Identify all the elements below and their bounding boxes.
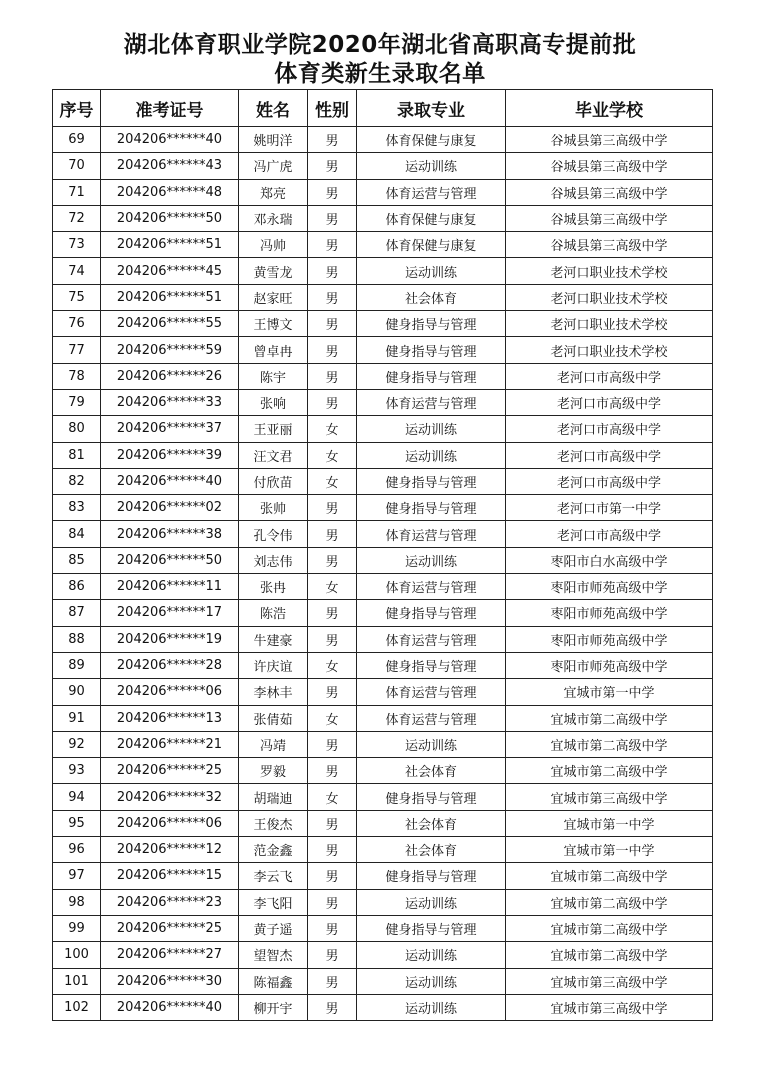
name-cell: 李林丰 (239, 679, 308, 705)
major-cell: 运动训练 (357, 889, 506, 915)
header-name: 姓名 (239, 90, 308, 127)
school-cell: 枣阳市师苑高级中学 (506, 652, 713, 678)
ticket-number-cell: 204206******11 (101, 574, 239, 600)
major-cell: 运动训练 (357, 942, 506, 968)
name-cell: 孔令伟 (239, 521, 308, 547)
gender-cell: 女 (308, 652, 357, 678)
gender-cell: 女 (308, 784, 357, 810)
gender-cell: 男 (308, 127, 357, 153)
table-row (53, 153, 713, 179)
serial-cell: 85 (53, 547, 101, 573)
major-cell: 体育保健与康复 (357, 232, 506, 258)
major-cell: 健身指导与管理 (357, 863, 506, 889)
school-cell: 枣阳市师苑高级中学 (506, 574, 713, 600)
gender-cell: 男 (308, 942, 357, 968)
ticket-number-cell: 204206******33 (101, 389, 239, 415)
name-cell: 王俊杰 (239, 810, 308, 836)
serial-cell: 70 (53, 153, 101, 179)
table-row (53, 784, 713, 810)
school-cell: 宜城市第二高级中学 (506, 731, 713, 757)
major-cell: 健身指导与管理 (357, 600, 506, 626)
serial-cell: 95 (53, 810, 101, 836)
name-cell: 胡瑞迪 (239, 784, 308, 810)
ticket-number-cell: 204206******37 (101, 416, 239, 442)
major-cell: 运动训练 (357, 258, 506, 284)
table-row (53, 232, 713, 258)
major-cell: 体育运营与管理 (357, 574, 506, 600)
school-cell: 宜城市第二高级中学 (506, 705, 713, 731)
serial-cell: 69 (53, 127, 101, 153)
name-cell: 冯广虎 (239, 153, 308, 179)
serial-cell: 78 (53, 363, 101, 389)
school-cell: 宜城市第二高级中学 (506, 942, 713, 968)
gender-cell: 男 (308, 337, 357, 363)
name-cell: 陈福鑫 (239, 968, 308, 994)
serial-cell: 84 (53, 521, 101, 547)
header-school: 毕业学校 (506, 90, 713, 127)
ticket-number-cell: 204206******12 (101, 837, 239, 863)
gender-cell: 男 (308, 205, 357, 231)
name-cell: 邓永瑞 (239, 205, 308, 231)
ticket-number-cell: 204206******50 (101, 205, 239, 231)
name-cell: 柳开宇 (239, 994, 308, 1020)
serial-cell: 86 (53, 574, 101, 600)
name-cell: 冯靖 (239, 731, 308, 757)
ticket-number-cell: 204206******59 (101, 337, 239, 363)
name-cell: 刘志伟 (239, 547, 308, 573)
major-cell: 运动训练 (357, 416, 506, 442)
serial-cell: 89 (53, 652, 101, 678)
major-cell: 健身指导与管理 (357, 495, 506, 521)
table-row (53, 258, 713, 284)
ticket-number-cell: 204206******51 (101, 232, 239, 258)
table-row (53, 942, 713, 968)
school-cell: 宜城市第三高级中学 (506, 994, 713, 1020)
serial-cell: 94 (53, 784, 101, 810)
name-cell: 付欣苗 (239, 468, 308, 494)
major-cell: 社会体育 (357, 284, 506, 310)
name-cell: 汪文君 (239, 442, 308, 468)
school-cell: 宜城市第二高级中学 (506, 863, 713, 889)
ticket-number-cell: 204206******38 (101, 521, 239, 547)
serial-cell: 93 (53, 758, 101, 784)
school-cell: 枣阳市师苑高级中学 (506, 600, 713, 626)
table-row (53, 968, 713, 994)
major-cell: 健身指导与管理 (357, 363, 506, 389)
table-row (53, 311, 713, 337)
major-cell: 体育保健与康复 (357, 127, 506, 153)
serial-cell: 91 (53, 705, 101, 731)
table-row (53, 284, 713, 310)
serial-cell: 80 (53, 416, 101, 442)
school-cell: 谷城县第三高级中学 (506, 205, 713, 231)
gender-cell: 男 (308, 810, 357, 836)
table-row (53, 495, 713, 521)
gender-cell: 女 (308, 574, 357, 600)
school-cell: 谷城县第三高级中学 (506, 179, 713, 205)
ticket-number-cell: 204206******40 (101, 994, 239, 1020)
serial-cell: 72 (53, 205, 101, 231)
gender-cell: 男 (308, 679, 357, 705)
school-cell: 枣阳市师苑高级中学 (506, 626, 713, 652)
table-row (53, 758, 713, 784)
gender-cell: 男 (308, 863, 357, 889)
major-cell: 体育运营与管理 (357, 679, 506, 705)
table-row (53, 521, 713, 547)
header-serial: 序号 (53, 90, 101, 127)
gender-cell: 男 (308, 258, 357, 284)
document-subtitle: 体育类新生录取名单 (274, 61, 486, 87)
table-row (53, 626, 713, 652)
table-row (53, 574, 713, 600)
serial-cell: 79 (53, 389, 101, 415)
gender-cell: 男 (308, 521, 357, 547)
name-cell: 陈浩 (239, 600, 308, 626)
school-cell: 宜城市第一中学 (506, 679, 713, 705)
school-cell: 宜城市第三高级中学 (506, 784, 713, 810)
table-row (53, 416, 713, 442)
ticket-number-cell: 204206******27 (101, 942, 239, 968)
serial-cell: 90 (53, 679, 101, 705)
ticket-number-cell: 204206******30 (101, 968, 239, 994)
school-cell: 宜城市第一中学 (506, 837, 713, 863)
table-row (53, 863, 713, 889)
serial-cell: 75 (53, 284, 101, 310)
name-cell: 许庆谊 (239, 652, 308, 678)
gender-cell: 男 (308, 495, 357, 521)
serial-cell: 98 (53, 889, 101, 915)
name-cell: 姚明洋 (239, 127, 308, 153)
school-cell: 宜城市第二高级中学 (506, 889, 713, 915)
gender-cell: 男 (308, 389, 357, 415)
header-gender: 性别 (308, 90, 357, 127)
major-cell: 体育运营与管理 (357, 179, 506, 205)
school-cell: 谷城县第三高级中学 (506, 153, 713, 179)
table-row (53, 705, 713, 731)
serial-cell: 96 (53, 837, 101, 863)
school-cell: 宜城市第二高级中学 (506, 915, 713, 941)
table-row (53, 363, 713, 389)
name-cell: 李飞阳 (239, 889, 308, 915)
table-row (53, 127, 713, 153)
table-row (53, 994, 713, 1020)
gender-cell: 男 (308, 311, 357, 337)
ticket-number-cell: 204206******40 (101, 127, 239, 153)
major-cell: 运动训练 (357, 442, 506, 468)
major-cell: 社会体育 (357, 758, 506, 784)
major-cell: 体育运营与管理 (357, 626, 506, 652)
ticket-number-cell: 204206******32 (101, 784, 239, 810)
serial-cell: 97 (53, 863, 101, 889)
table-row (53, 652, 713, 678)
gender-cell: 男 (308, 626, 357, 652)
major-cell: 健身指导与管理 (357, 652, 506, 678)
major-cell: 健身指导与管理 (357, 784, 506, 810)
table-header-row (53, 90, 713, 127)
major-cell: 体育运营与管理 (357, 705, 506, 731)
name-cell: 望智杰 (239, 942, 308, 968)
ticket-number-cell: 204206******51 (101, 284, 239, 310)
school-cell: 宜城市第三高级中学 (506, 968, 713, 994)
school-cell: 老河口市高级中学 (506, 363, 713, 389)
table-row (53, 889, 713, 915)
ticket-number-cell: 204206******23 (101, 889, 239, 915)
ticket-number-cell: 204206******48 (101, 179, 239, 205)
gender-cell: 男 (308, 758, 357, 784)
gender-cell: 男 (308, 232, 357, 258)
major-cell: 运动训练 (357, 994, 506, 1020)
gender-cell: 男 (308, 179, 357, 205)
serial-cell: 101 (53, 968, 101, 994)
major-cell: 运动训练 (357, 968, 506, 994)
name-cell: 范金鑫 (239, 837, 308, 863)
serial-cell: 92 (53, 731, 101, 757)
name-cell: 王博文 (239, 311, 308, 337)
gender-cell: 男 (308, 547, 357, 573)
table-row (53, 179, 713, 205)
major-cell: 社会体育 (357, 837, 506, 863)
table-row (53, 679, 713, 705)
gender-cell: 男 (308, 915, 357, 941)
document-title: 湖北体育职业学院2020年湖北省高职高专提前批 (123, 32, 637, 58)
major-cell: 健身指导与管理 (357, 468, 506, 494)
gender-cell: 男 (308, 600, 357, 626)
school-cell: 枣阳市白水高级中学 (506, 547, 713, 573)
major-cell: 体育运营与管理 (357, 389, 506, 415)
table-row (53, 205, 713, 231)
gender-cell: 女 (308, 416, 357, 442)
gender-cell: 男 (308, 731, 357, 757)
ticket-number-cell: 204206******25 (101, 915, 239, 941)
ticket-number-cell: 204206******28 (101, 652, 239, 678)
serial-cell: 71 (53, 179, 101, 205)
table-row (53, 468, 713, 494)
name-cell: 黄子遥 (239, 915, 308, 941)
name-cell: 冯帅 (239, 232, 308, 258)
school-cell: 谷城县第三高级中学 (506, 127, 713, 153)
ticket-number-cell: 204206******55 (101, 311, 239, 337)
table-body (53, 127, 713, 1021)
table-row (53, 915, 713, 941)
school-cell: 老河口职业技术学校 (506, 311, 713, 337)
table-row (53, 547, 713, 573)
name-cell: 陈宇 (239, 363, 308, 389)
serial-cell: 76 (53, 311, 101, 337)
ticket-number-cell: 204206******43 (101, 153, 239, 179)
name-cell: 黄雪龙 (239, 258, 308, 284)
name-cell: 牛建豪 (239, 626, 308, 652)
school-cell: 谷城县第三高级中学 (506, 232, 713, 258)
gender-cell: 男 (308, 889, 357, 915)
ticket-number-cell: 204206******45 (101, 258, 239, 284)
table-row (53, 600, 713, 626)
ticket-number-cell: 204206******21 (101, 731, 239, 757)
serial-cell: 99 (53, 915, 101, 941)
name-cell: 张帅 (239, 495, 308, 521)
school-cell: 老河口市第一中学 (506, 495, 713, 521)
name-cell: 李云飞 (239, 863, 308, 889)
serial-cell: 77 (53, 337, 101, 363)
school-cell: 老河口职业技术学校 (506, 258, 713, 284)
ticket-number-cell: 204206******06 (101, 679, 239, 705)
name-cell: 张倩茹 (239, 705, 308, 731)
name-cell: 王亚丽 (239, 416, 308, 442)
serial-cell: 100 (53, 942, 101, 968)
gender-cell: 男 (308, 837, 357, 863)
major-cell: 运动训练 (357, 731, 506, 757)
ticket-number-cell: 204206******17 (101, 600, 239, 626)
major-cell: 运动训练 (357, 153, 506, 179)
header-ticket-number: 准考证号 (101, 90, 239, 127)
table-row (53, 837, 713, 863)
gender-cell: 男 (308, 363, 357, 389)
table-row (53, 731, 713, 757)
admission-table (52, 89, 713, 1021)
major-cell: 运动训练 (357, 547, 506, 573)
serial-cell: 82 (53, 468, 101, 494)
school-cell: 老河口市高级中学 (506, 442, 713, 468)
school-cell: 宜城市第一中学 (506, 810, 713, 836)
school-cell: 老河口职业技术学校 (506, 284, 713, 310)
gender-cell: 女 (308, 442, 357, 468)
school-cell: 宜城市第二高级中学 (506, 758, 713, 784)
serial-cell: 83 (53, 495, 101, 521)
major-cell: 体育保健与康复 (357, 205, 506, 231)
gender-cell: 男 (308, 968, 357, 994)
name-cell: 张响 (239, 389, 308, 415)
name-cell: 郑亮 (239, 179, 308, 205)
major-cell: 社会体育 (357, 810, 506, 836)
school-cell: 老河口市高级中学 (506, 521, 713, 547)
school-cell: 老河口职业技术学校 (506, 337, 713, 363)
ticket-number-cell: 204206******06 (101, 810, 239, 836)
serial-cell: 73 (53, 232, 101, 258)
gender-cell: 女 (308, 705, 357, 731)
school-cell: 老河口市高级中学 (506, 416, 713, 442)
serial-cell: 81 (53, 442, 101, 468)
serial-cell: 102 (53, 994, 101, 1020)
header-major: 录取专业 (357, 90, 506, 127)
ticket-number-cell: 204206******15 (101, 863, 239, 889)
serial-cell: 88 (53, 626, 101, 652)
ticket-number-cell: 204206******02 (101, 495, 239, 521)
ticket-number-cell: 204206******26 (101, 363, 239, 389)
name-cell: 罗毅 (239, 758, 308, 784)
table-row (53, 337, 713, 363)
major-cell: 体育运营与管理 (357, 521, 506, 547)
serial-cell: 74 (53, 258, 101, 284)
name-cell: 张冉 (239, 574, 308, 600)
table-row (53, 442, 713, 468)
major-cell: 健身指导与管理 (357, 311, 506, 337)
gender-cell: 男 (308, 994, 357, 1020)
school-cell: 老河口市高级中学 (506, 389, 713, 415)
gender-cell: 男 (308, 284, 357, 310)
school-cell: 老河口市高级中学 (506, 468, 713, 494)
name-cell: 曾卓冉 (239, 337, 308, 363)
gender-cell: 女 (308, 468, 357, 494)
major-cell: 健身指导与管理 (357, 337, 506, 363)
table-row (53, 810, 713, 836)
name-cell: 赵家旺 (239, 284, 308, 310)
ticket-number-cell: 204206******25 (101, 758, 239, 784)
ticket-number-cell: 204206******19 (101, 626, 239, 652)
ticket-number-cell: 204206******40 (101, 468, 239, 494)
gender-cell: 男 (308, 153, 357, 179)
serial-cell: 87 (53, 600, 101, 626)
ticket-number-cell: 204206******13 (101, 705, 239, 731)
major-cell: 健身指导与管理 (357, 915, 506, 941)
ticket-number-cell: 204206******39 (101, 442, 239, 468)
ticket-number-cell: 204206******50 (101, 547, 239, 573)
table-row (53, 389, 713, 415)
